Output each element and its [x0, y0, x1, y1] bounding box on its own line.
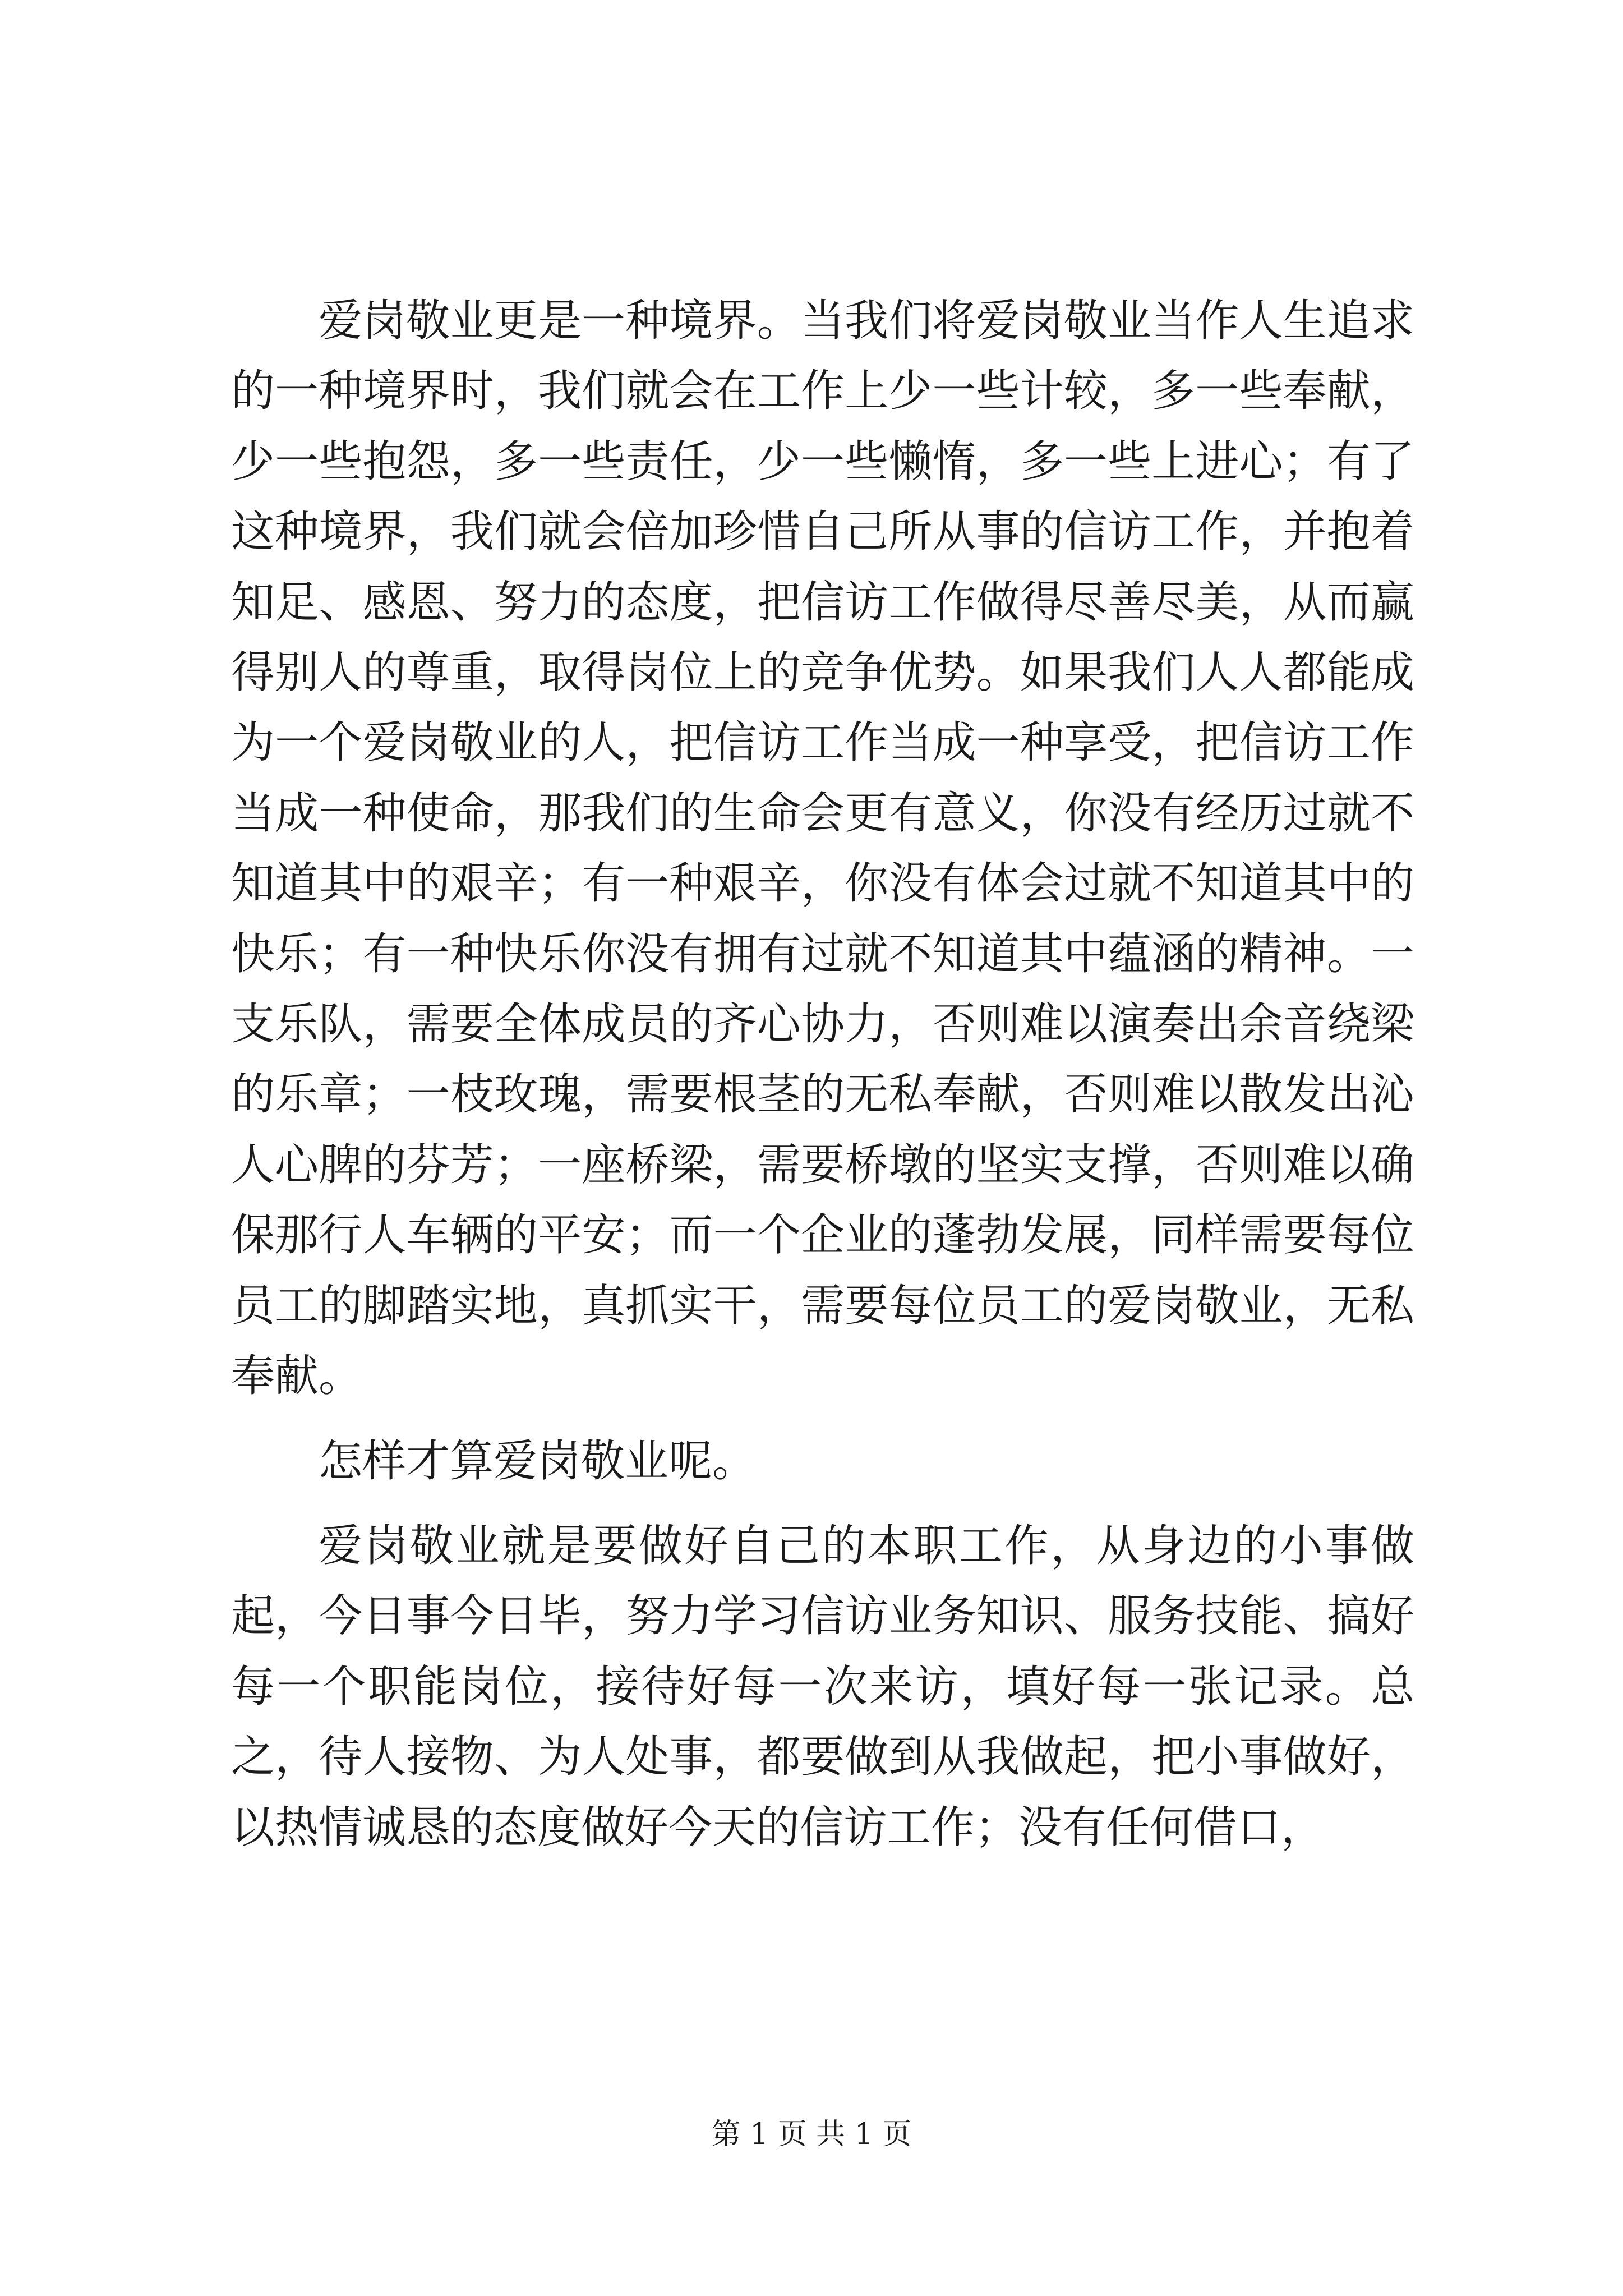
document-body [231, 286, 1414, 1878]
paragraph-3: 爱岗敬业就是要做好自己的本职工作，从身边的小事做起，今日事今日毕，努力学习信访业务知识、服务技能、搞好每一个职能岗位，接待好每一次来访，填好每一张记录。总之，待人接物、为人处事，都要做到从我做起，把小事做好，以热情诚恳的态度做好今天的信访工作；没有任何借口， [231, 1520, 1414, 1853]
paragraph-2: 怎样才算爱岗敬业呢。 [319, 1435, 757, 1487]
page-footer: 第 1 页 共 1 页 [711, 2118, 912, 2151]
paragraph-1: 爱岗敬业更是一种境界。当我们将爱岗敬业当作人生追求的一种境界时，我们就会在工作上少一些计较，多一些奉献，少一些抱怨，多一些责任，少一些懒惰，多一些上进心；有了这种境界，我们就会倍加珍惜自己所从事的信访工作，并抱着知足、感恩、努力的态度，把信访工作做得尽善尽美，从而赢得别人的尊重，取得岗位上的竞争优势。如果我们人人都能成为一个爱岗敬业的人，把信访工作当成一种享受，把信访工作当成一种使命，那我们的生命会更有意义，你没有经历过就不知道其中的艰辛；有一种艰辛，你没有体会过就不知道其中的快乐；有一种快乐你没有拥有过就不知道其中蕴涵的精神。一支乐队，需要全体成员的齐心协力，否则难以演奏出余音绕梁的乐章；一枝玫瑰，需要根茎的无私奉献，否则难以散发出沁人心脾的芬芳；一座桥梁，需要桥墩的坚实支撑，否则难以确保那行人车辆的平安；而一个企业的蓬勃发展，同样需要每位员工的脚踏实地，真抓实干，需要每位员工的爱岗敬业，无私奉献。 [231, 296, 1414, 1402]
